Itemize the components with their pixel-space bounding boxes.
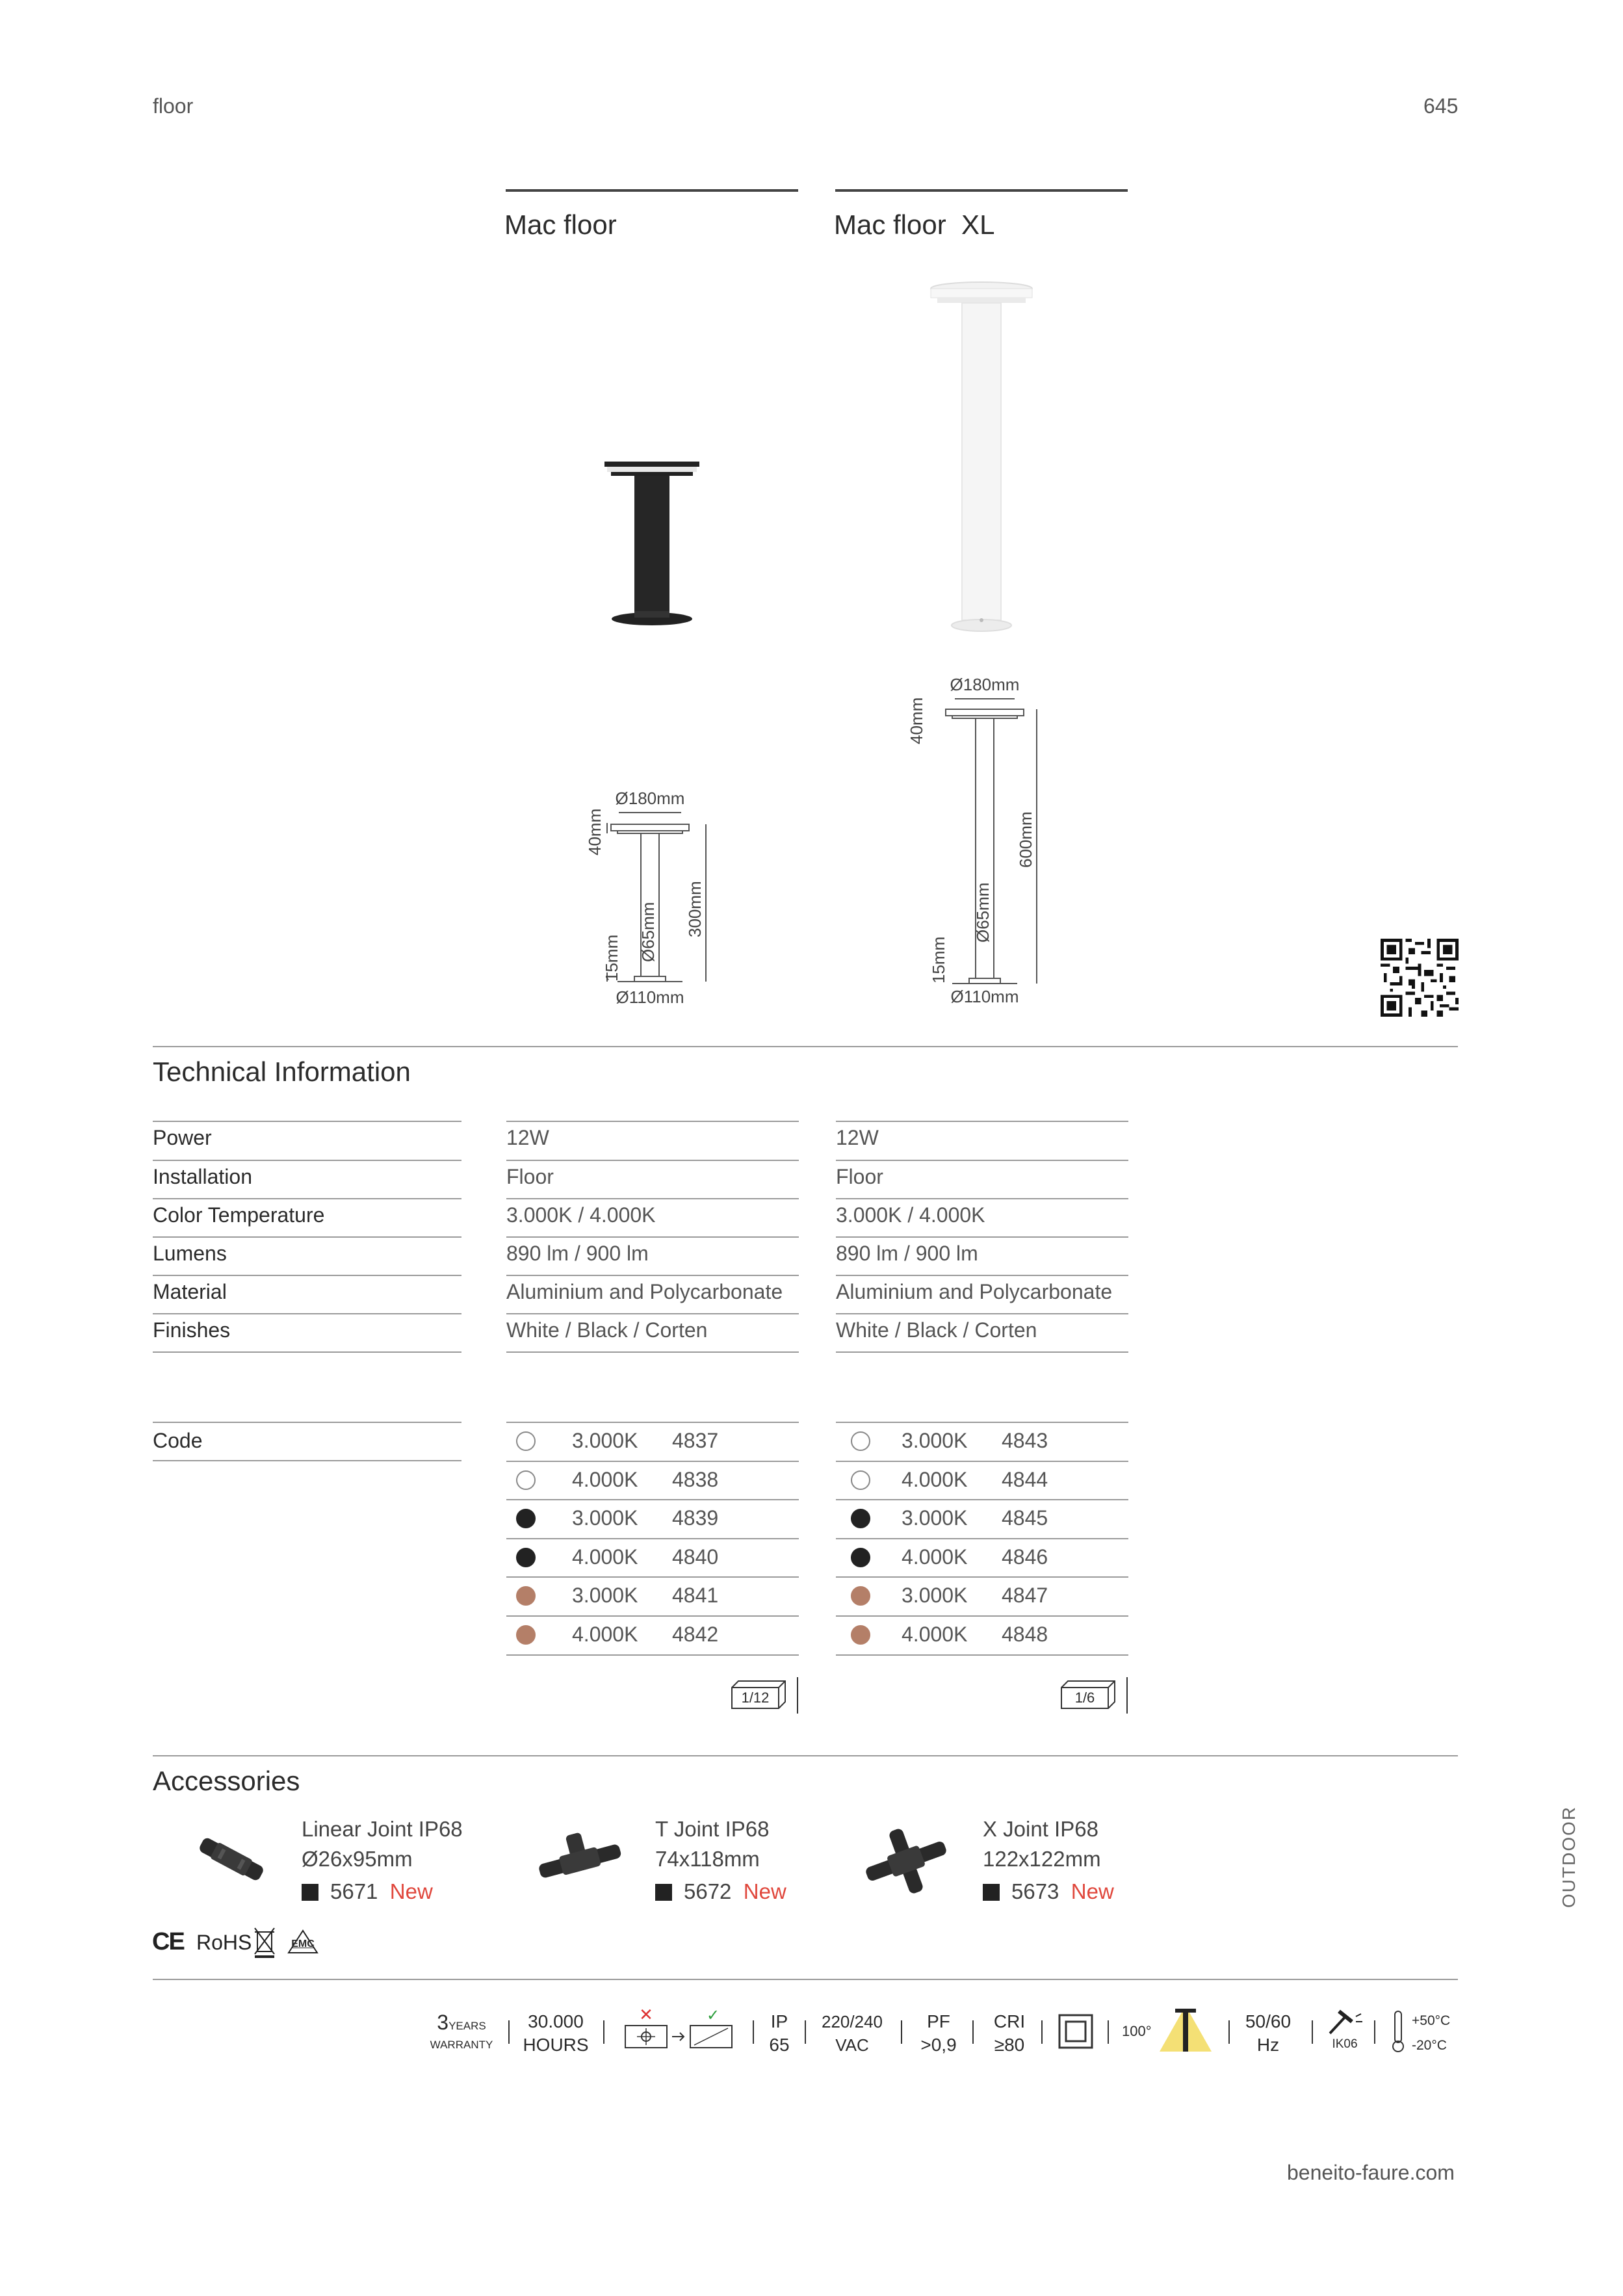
code-table-line [506,1654,799,1656]
ik-rating: IK06 [1332,2037,1358,2051]
pf-label: PF [927,2011,950,2031]
table-line [506,1275,799,1276]
tech-value-a: 12W [506,1126,549,1149]
tech-label: Material [153,1280,227,1303]
code-table-line [836,1461,1128,1462]
table-line [506,1351,799,1353]
hours-value: 30.000 [528,2011,584,2031]
emc-mark [286,1928,320,1955]
ip-label: IP [770,2011,788,2031]
code-table-line [836,1499,1128,1500]
hours-label: HOURS [523,2035,589,2055]
table-line [836,1313,1128,1314]
tech-value-b: 12W [836,1126,879,1149]
spec-separator [603,2020,604,2044]
page-number: 645 [1423,94,1459,118]
accessory-3-new-badge: New [1071,1879,1114,1903]
dim-height: 300mm [685,881,705,937]
tech-label: Power [153,1126,212,1149]
tech-value-b: 3.000K / 4.000K [836,1203,985,1227]
product-image-mac-floor-xl [923,273,1040,637]
tech-label: Installation [153,1165,252,1188]
cri-label: CRI [993,2011,1026,2031]
dim-xl-head-diameter: Ø180mm [950,675,1020,694]
accessory-1-text [302,1814,463,1907]
code-table-line [506,1615,799,1617]
tech-value-a: White / Black / Corten [506,1318,708,1342]
qr-code[interactable] [1381,939,1459,1017]
table-line [836,1121,1128,1122]
table-line [836,1160,1128,1161]
code-temperature: 4.000K [902,1468,968,1491]
dim-pole-diameter: Ø65mm [638,902,658,962]
lifetime-hours [520,2010,591,2057]
spec-separator [1041,2020,1043,2044]
ip-value: 65 [769,2035,790,2055]
accessory-3-name: X Joint IP68 [983,1817,1098,1841]
warranty-label: WARRANTY [430,2039,493,2051]
table-line [506,1160,799,1161]
code-table-line [836,1654,1128,1656]
dim-xl-head-height: 40mm [907,697,926,744]
code-temperature: 3.000K [902,1429,968,1452]
accessory-2-size: 74x118mm [655,1847,760,1871]
freq-unit: Hz [1256,2035,1280,2055]
code-temperature: 4.000K [902,1623,968,1646]
code-number: 4840 [672,1545,719,1569]
product-title-2: Mac floor XL [834,209,995,240]
thermometer-icon [1388,2009,1408,2054]
table-line [506,1313,799,1314]
warranty-years: 3 [437,2011,449,2034]
code-temperature: 4.000K [902,1545,968,1569]
svg-text:✕: ✕ [639,2007,653,2024]
code-temperature: 3.000K [572,1506,638,1530]
table-line [836,1236,1128,1238]
rohs-mark: RoHS [196,1931,252,1954]
code-number: 4842 [672,1623,719,1646]
accessory-2-code-line [655,1877,786,1907]
accessory-1-new-badge: New [389,1879,433,1903]
finish-black-swatch [516,1548,536,1567]
impact-rating [1325,2009,1365,2054]
code-number: 4841 [672,1584,719,1607]
finish-corten-swatch [516,1625,536,1645]
tech-value-b: Aluminium and Polycarbonate [836,1280,1113,1303]
finish-black-swatch [516,1509,536,1528]
cri-value: ≥80 [994,2035,1025,2055]
finish-corten-swatch [851,1586,870,1606]
product-rule-2 [835,189,1128,192]
t-joint-image [534,1828,625,1893]
tech-label: Lumens [153,1242,227,1265]
dim-xl-base-diameter: Ø110mm [950,987,1019,1006]
table-line [153,1275,461,1276]
hammer-icon [1325,2009,1365,2036]
x-joint-image [861,1825,952,1897]
code-temperature: 3.000K [572,1584,638,1607]
table-line [153,1160,461,1161]
table-line [153,1351,461,1353]
finish-white-swatch [851,1470,870,1490]
pack-quantity-b-text: 1/6 [1074,1689,1095,1706]
accessory-1-name: Linear Joint IP68 [302,1817,463,1841]
side-tab-outdoor: OUTDOOR [1559,1805,1579,1908]
dim-xl-pole-diameter: Ø65mm [973,882,993,943]
accessories-title: Accessories [153,1766,300,1796]
spec-separator [753,2020,754,2044]
linear-joint-image [192,1833,270,1885]
voltage-unit: VAC [835,2035,869,2055]
code-table-line [836,1538,1128,1539]
finish-corten-swatch [851,1625,870,1645]
tech-label: Finishes [153,1318,231,1342]
finish-white-swatch [851,1431,870,1451]
table-line [506,1236,799,1238]
spec-separator [1228,2020,1230,2044]
code-number: 4846 [1002,1545,1048,1569]
warranty-years-unit: YEARS [448,2020,486,2032]
technical-title: Technical Information [153,1056,411,1087]
emc-text: EMC [291,1938,315,1950]
power-factor [914,2010,963,2057]
accessory-3-size: 122x122mm [983,1847,1101,1871]
spec-separator [1374,2020,1375,2044]
table-line [506,1121,799,1122]
dim-xl-height: 600mm [1016,811,1035,868]
accessory-2-new-badge: New [743,1879,786,1903]
dim-xl-base-height: 15mm [929,936,948,984]
section-label: floor [153,94,194,118]
table-line [153,1460,461,1461]
weee-bin-icon [252,1925,277,1959]
section-divider [153,1979,1458,1980]
pack-separator [1126,1677,1128,1714]
temp-max: +50°C [1412,2013,1451,2028]
accessory-2-text [655,1814,786,1907]
tech-value-a: 890 lm / 900 lm [506,1242,649,1265]
tech-value-b: Floor [836,1165,883,1188]
spec-separator [1312,2020,1313,2044]
code-number: 4847 [1002,1584,1048,1607]
table-line [153,1121,461,1122]
spec-separator [508,2020,510,2044]
table-line [836,1275,1128,1276]
finish-white-swatch [516,1431,536,1451]
code-table-line [506,1576,799,1578]
class-ii-insulation-icon [1058,2014,1093,2049]
code-temperature: 4.000K [572,1468,638,1491]
code-label: Code [153,1429,203,1452]
code-table-line [836,1615,1128,1617]
code-number: 4838 [672,1468,719,1491]
lamp-replacement-icon [619,2007,736,2050]
code-table-line [836,1576,1128,1578]
tech-value-b: White / Black / Corten [836,1318,1037,1342]
code-number: 4837 [672,1429,719,1452]
code-temperature: 3.000K [902,1506,968,1530]
frequency [1239,2010,1297,2057]
tech-value-a: Aluminium and Polycarbonate [506,1280,783,1303]
code-table-line [506,1538,799,1539]
accessory-3-code-line [983,1877,1114,1907]
voltage [816,2010,888,2057]
finish-black-swatch [851,1509,870,1528]
dimension-drawing-mac-floor-xl [907,673,1063,1011]
table-line [836,1198,1128,1199]
black-finish-icon [655,1884,672,1901]
beam-angle: 100° [1122,2023,1152,2039]
beam-angle-icon [1153,2006,1218,2053]
code-number: 4844 [1002,1468,1048,1491]
code-table-line [506,1422,799,1423]
operating-temperature [1412,2009,1450,2058]
warranty-badge [429,2011,494,2053]
code-table-line [836,1422,1128,1423]
pf-value: >0,9 [920,2035,957,2055]
black-finish-icon [302,1884,318,1901]
finish-black-swatch [851,1548,870,1567]
accessory-3-text [983,1814,1114,1907]
pack-quantity-a-text: 1/12 [741,1689,770,1706]
tech-label: Color Temperature [153,1203,325,1227]
freq-value: 50/60 [1245,2011,1292,2031]
accessory-2-code: 5672 [684,1879,732,1903]
code-table-line [506,1461,799,1462]
product-rule-1 [506,189,798,192]
pack-separator [797,1677,798,1714]
tech-value-a: 3.000K / 4.000K [506,1203,656,1227]
tech-value-a: Floor [506,1165,554,1188]
code-number: 4839 [672,1506,719,1530]
svg-text:✓: ✓ [706,2007,720,2024]
finish-corten-swatch [516,1586,536,1606]
code-number: 4845 [1002,1506,1048,1530]
spec-separator [805,2020,806,2044]
website-link[interactable]: beneito-faure.com [1287,2161,1455,2184]
spec-separator [901,2020,902,2044]
accessory-1-code: 5671 [330,1879,378,1903]
cri [983,2010,1036,2057]
finish-white-swatch [516,1470,536,1490]
code-temperature: 4.000K [572,1623,638,1646]
dim-base-height: 15mm [602,934,621,982]
product-image-mac-floor [585,449,715,631]
dim-head-height: 40mm [585,808,604,855]
tech-value-b: 890 lm / 900 lm [836,1242,978,1265]
ce-mark: CE [152,1928,184,1955]
accessory-2-name: T Joint IP68 [655,1817,770,1841]
accessory-1-size: Ø26x95mm [302,1847,413,1871]
dim-head-diameter: Ø180mm [615,789,685,808]
table-line [153,1422,461,1423]
section-divider [153,1755,1458,1756]
table-line [153,1313,461,1314]
accessory-1-code-line [302,1877,463,1907]
product-title-1: Mac floor [504,209,617,240]
code-temperature: 3.000K [572,1429,638,1452]
code-temperature: 3.000K [902,1584,968,1607]
voltage-value: 220/240 [822,2012,883,2031]
ip-rating [766,2010,793,2057]
spec-separator [972,2020,974,2044]
code-table-line [506,1499,799,1500]
code-number: 4848 [1002,1623,1048,1646]
code-number: 4843 [1002,1429,1048,1452]
dimension-drawing-mac-floor [578,787,734,1008]
spec-separator [1108,2020,1109,2044]
dim-base-diameter: Ø110mm [616,987,684,1007]
table-line [836,1351,1128,1353]
table-line [506,1198,799,1199]
temp-min: -20°C [1412,2038,1447,2053]
black-finish-icon [983,1884,1000,1901]
accessory-3-code: 5673 [1011,1879,1059,1903]
code-temperature: 4.000K [572,1545,638,1569]
section-divider [153,1046,1458,1047]
table-line [153,1198,461,1199]
table-line [153,1236,461,1238]
